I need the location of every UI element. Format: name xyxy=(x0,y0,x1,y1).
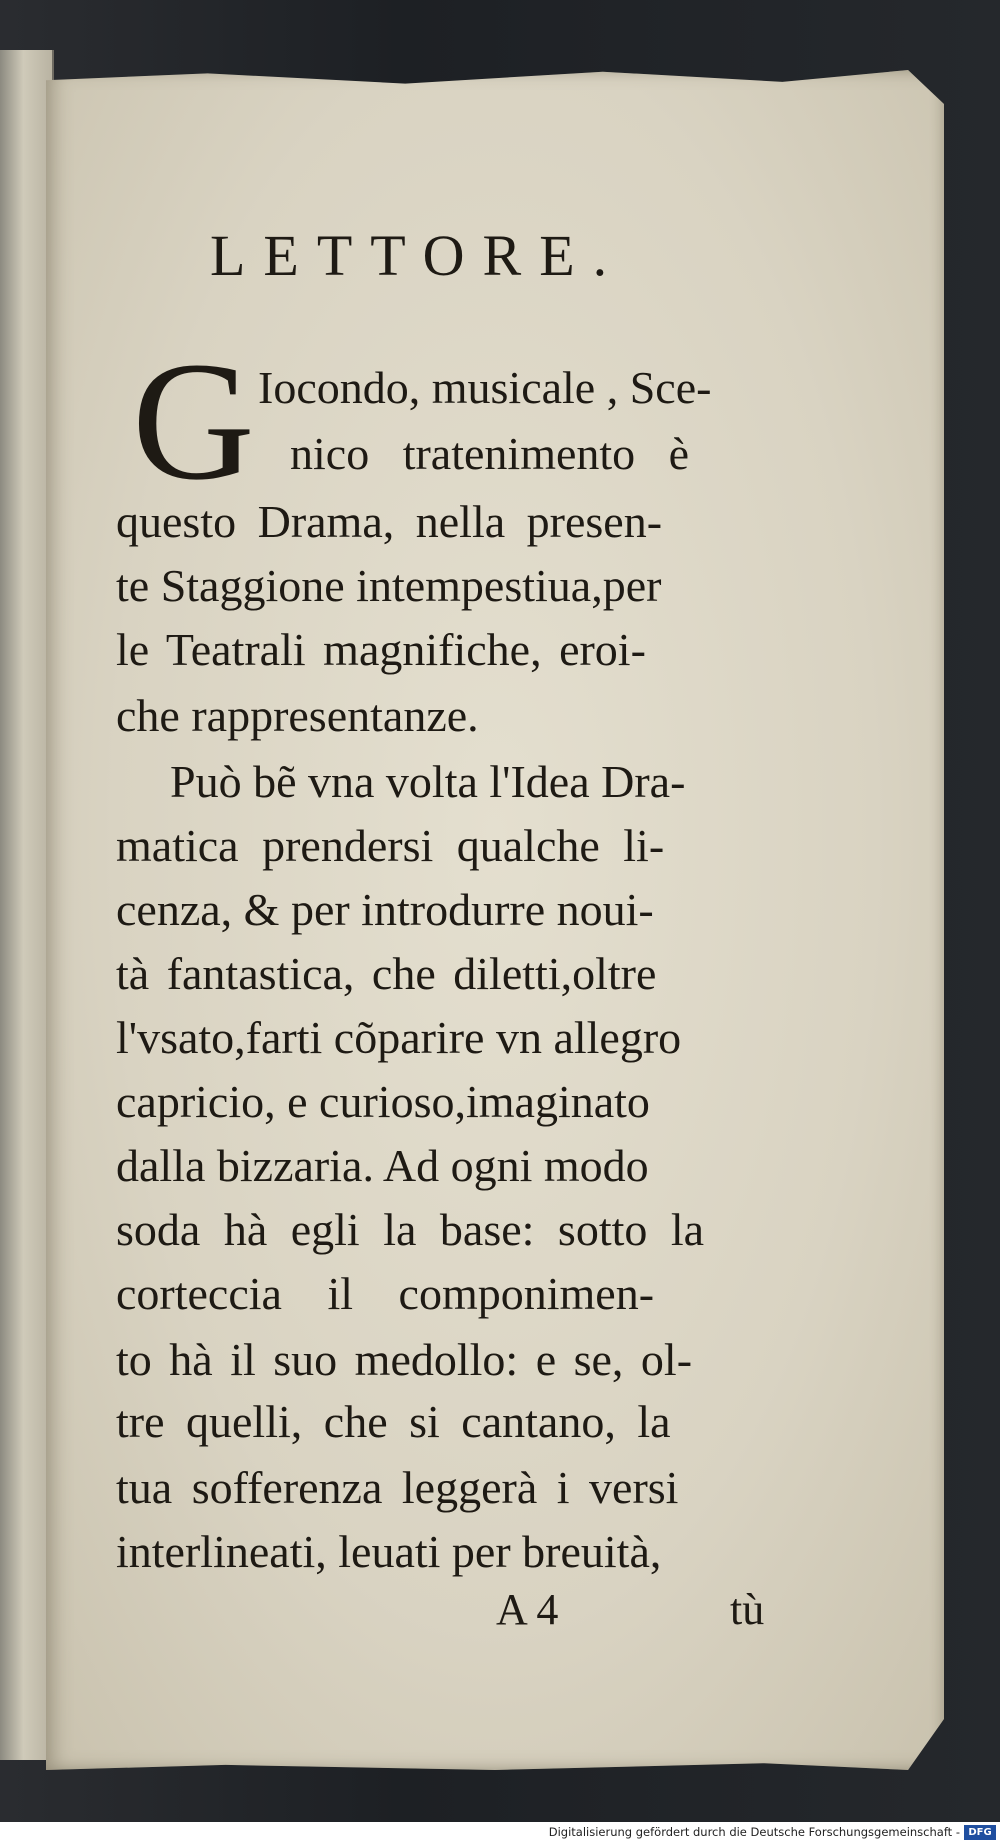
dfg-logo: DFG xyxy=(964,1825,996,1840)
text-line-16: to hà il suo medollo: e se, ol- xyxy=(116,1334,693,1385)
text-line-2: nico tratenimento è xyxy=(290,428,690,479)
text-line-1: Iocondo, musicale , Sce- xyxy=(258,362,712,413)
drop-cap: G xyxy=(132,327,255,515)
text-line-15: corteccia il componimen- xyxy=(116,1268,655,1319)
text-line-14: soda hà egli la base: sotto la xyxy=(116,1204,705,1255)
text-line-10: tà fantastica, che diletti,oltre xyxy=(116,948,657,999)
text-line-18: tua sofferenza leggerà i versi xyxy=(116,1462,679,1513)
text-line-9: cenza, & per introdurre noui- xyxy=(116,884,654,935)
text-line-12: capricio, e curioso,imaginato xyxy=(116,1076,650,1127)
text-line-7: Può bẽ vna volta l'Idea Dra- xyxy=(170,756,686,807)
text-line-3: questo Drama, nella presen- xyxy=(116,496,663,547)
text-line-17: tre quelli, che si cantano, la xyxy=(116,1396,671,1447)
catchword: tù xyxy=(730,1585,765,1634)
text-line-6: che rappresentanze. xyxy=(116,690,479,741)
text-line-5: le Teatrali magnifiche, eroi- xyxy=(116,624,646,675)
page-heading: LETTORE. xyxy=(210,223,626,288)
text-line-4: te Staggione intempestiua,per xyxy=(116,560,662,611)
text-line-8: matica prendersi qualche li- xyxy=(116,820,665,871)
text-line-13: dalla bizzaria. Ad ogni modo xyxy=(116,1140,649,1191)
signature-mark: A 4 xyxy=(496,1585,559,1634)
digitization-credit: Digitalisierung gefördert durch die Deutsche Forschungsgemeinschaft - xyxy=(548,1825,960,1839)
text-line-11: l'vsato,farti cõparire vn allegro xyxy=(116,1012,682,1063)
text-line-19: interlineati, leuati per breuità, xyxy=(116,1526,662,1577)
adjacent-page-edge xyxy=(0,50,54,1760)
